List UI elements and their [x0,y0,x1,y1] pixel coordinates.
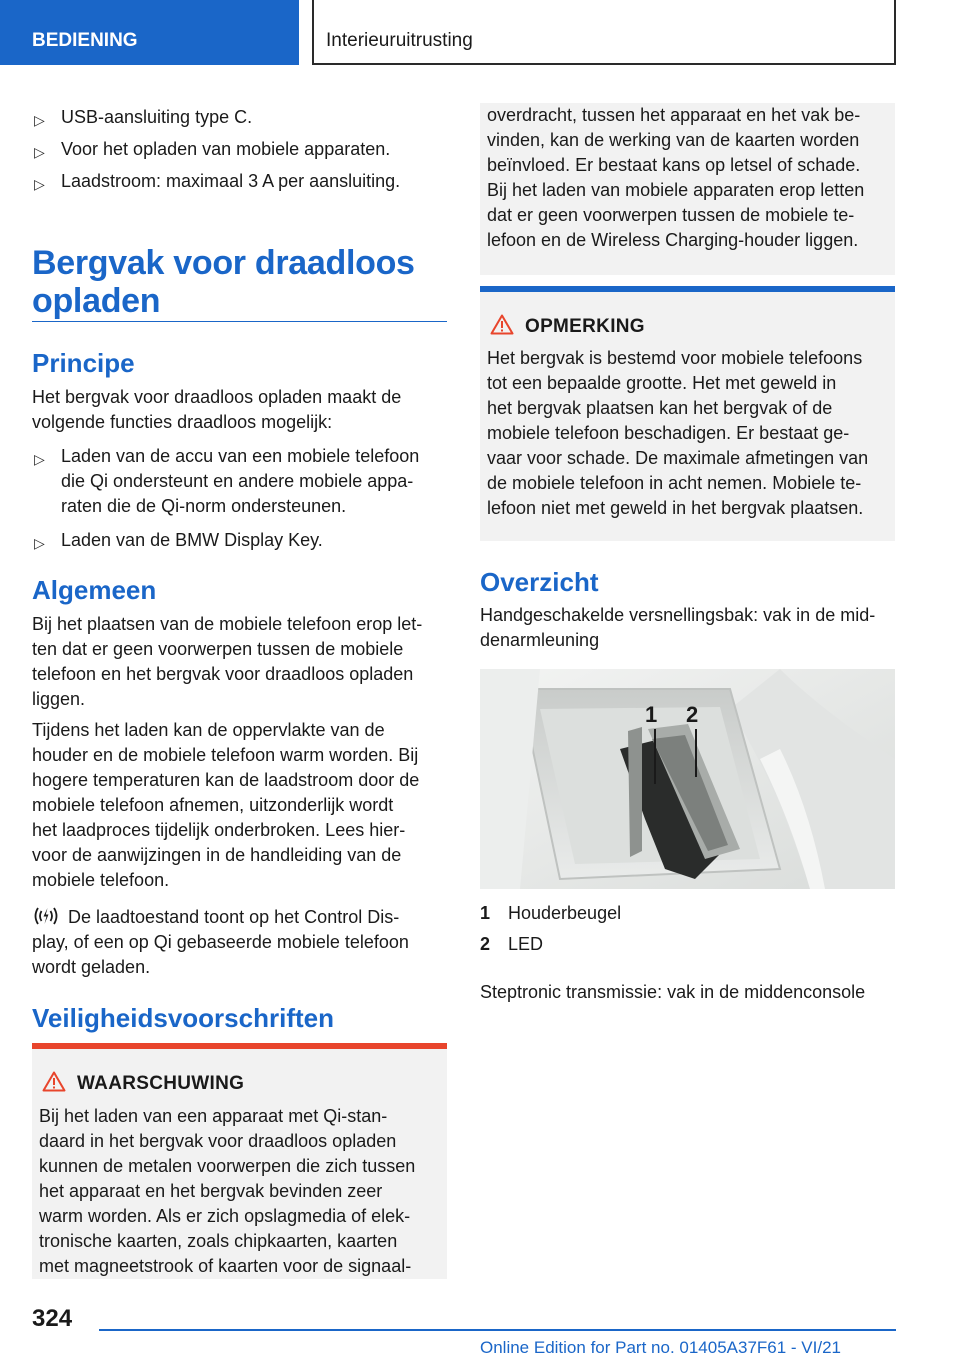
intro-bullet-list [32,105,447,194]
wireless-charging-icon [32,905,60,927]
warning-triangle-icon [42,1071,66,1092]
list-item: ▷ Laden van de BMW Display Key. [32,528,447,553]
heading-veiligheid: Veiligheidsvoorschriften [32,1003,334,1033]
notice-box [480,286,895,541]
page-title: Bergvak voor draadloos opladen [32,244,415,320]
heading-principe: Principe [32,348,135,378]
warning-bar [32,1043,447,1049]
triangle-bullet-icon: ▷ [34,144,45,160]
notice-bar [480,286,895,292]
notice-text: Het bergvak is bestemd voor mobiele telefoons tot een bepaalde grootte. Het met geweld in het bergvak plaatsen kan het bergvak of de mobiele telefoon beschadigen. Er bestaat ge- vaar voor schade. De maximale afmetingen van de mobiele telefoon in acht nemen. Mobiele te- lefoon niet met geweld in het bergvak plaatsen. [487,348,869,518]
armrest-compartment-figure [480,669,895,889]
callout-line-1 [654,729,656,784]
principe-bullet-list [32,444,447,553]
algemeen-paragraph-2: Tijdens het laden kan de oppervlakte van de houder en de mobiele telefoon warm worden. Bij hogere temperaturen kan de laadstroom door de mobiele telefoon afnemen, uitzonderlijk wordt het laadproces tijdelijk onderbroken. Lees hier- voor de aanwijzingen in de handleiding van de mobiele telefoon. [32,720,420,890]
legend-number-2: 2 [480,934,491,954]
warning-box [32,1043,447,1279]
heading-overzicht: Overzicht [480,567,599,597]
legend-number-1: 1 [480,903,491,923]
list-item: ▷ Laadstroom: maximaal 3 A per aansluiting. [32,169,447,194]
chapter-label: BEDIENING [32,30,138,51]
page-number: 324 [32,1305,73,1332]
warning-continued-text: overdracht, tussen het apparaat en het vak be- vinden, kan de werking van de kaarten worden beïnvloed. Er bestaat kans op letsel of schade. Bij het laden van mobiele apparaten erop letten dat er geen voorwerpen tussen de mobiele te- lefoon en de Wireless Charging-houder liggen. [487,105,865,250]
title-divider [32,321,447,322]
edition-text: Online Edition for Part no. 01405A37F61 - VI/21 [480,1338,842,1357]
footer-divider [99,1329,896,1331]
triangle-bullet-icon: ▷ [34,451,45,467]
list-item: ▷ Voor het opladen van mobiele apparaten. [32,137,447,162]
algemeen-paragraph-3: De laadtoestand toont op het Control Dis- play, of een op Qi gebaseerde mobiele telefoon wordt geladen. [32,907,409,977]
heading-algemeen: Algemeen [32,575,157,605]
algemeen-paragraph-1: Bij het plaatsen van de mobiele telefoon erop let- ten dat er geen voorwerpen tussen de mobiele telefoon en het bergvak voor draadloos opladen liggen. [32,614,423,709]
triangle-bullet-icon: ▷ [34,112,45,128]
overzicht-text: Handgeschakelde versnellingsbak: vak in de mid- denarmleuning [480,605,876,650]
warning-box-continued [480,103,895,275]
figure-callout-2: 2 [686,702,699,727]
warning-title: WAARSCHUWING [77,1073,245,1094]
chapter-tab [0,0,299,65]
steptronic-text: Steptronic transmissie: vak in de middenconsole [480,982,866,1002]
list-item: ▷ USB-aansluiting type C. [32,105,447,130]
triangle-bullet-icon: ▷ [34,176,45,192]
notice-triangle-icon [490,314,514,335]
callout-line-2 [695,729,697,777]
figure-callout-1: 1 [645,702,658,727]
list-item: ▷ Laden van de accu van een mobiele telefoon die Qi ondersteunt en andere mobiele appa- raten die de Qi-norm ondersteunen. [34,446,420,516]
legend-label-2: LED [508,934,544,954]
warning-text: Bij het laden van een apparaat met Qi-stan- daard in het bergvak voor draadloos opladen kunnen de metalen voorwerpen die zich tussen het apparaat en het bergvak bevinden zeer warm worden. Als er zich opslagmedia of elek- tronische kaarten, zoals chipkaarten, kaarten met magneetstrook of kaarten voor de signaal- [39,1106,416,1276]
section-title: Interieuruitrusting [326,30,473,51]
triangle-bullet-icon: ▷ [34,535,45,551]
principe-text: Het bergvak voor draadloos opladen maakt de volgende functies draadloos mogelijk: [32,387,402,432]
notice-title: OPMERKING [525,316,645,337]
legend-label-1: Houderbeugel [508,903,622,923]
